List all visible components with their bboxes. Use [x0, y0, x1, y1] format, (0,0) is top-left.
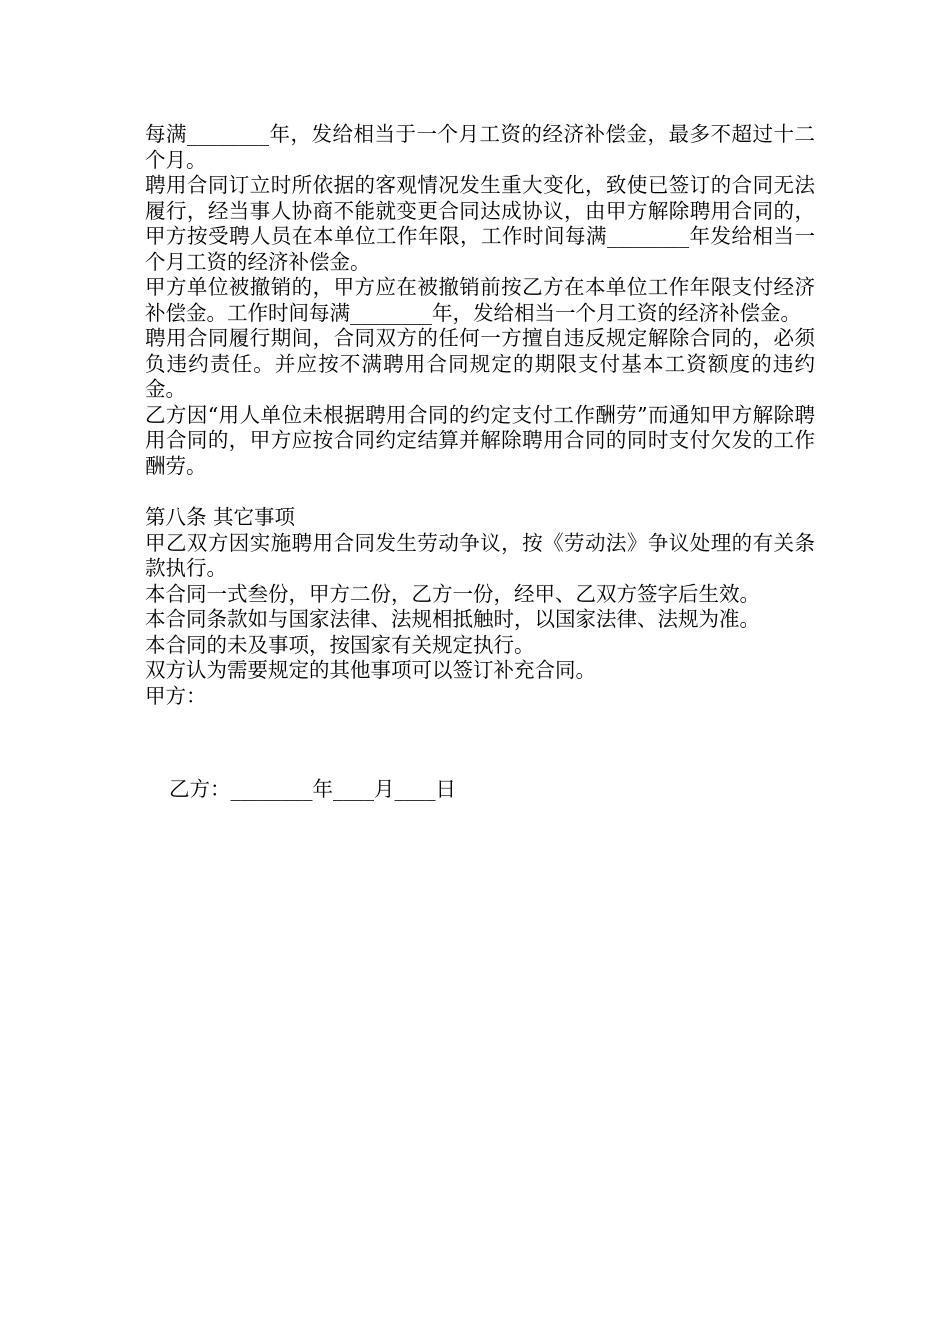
paragraph-unit-dissolved: 甲方单位被撤销的，甲方应在被撤销前按乙方在本单位工作年限支付经济补偿金。工作时间每满________年，发给相当一个月工资的经济补偿金。 — [145, 275, 815, 325]
party-b-signature-date: 乙方：________年____月____日 — [169, 777, 456, 801]
signature-spacer — [145, 709, 815, 777]
paragraph-unmentioned-matters: 本合同的未及事项，按国家有关规定执行。 — [145, 632, 535, 657]
paragraph-breach-liability: 聘用合同履行期间，合同双方的任何一方擅自违反规定解除合同的，必须负违约责任。并应按不满聘用合同规定的期限支付基本工资额度的违约金。 — [145, 326, 815, 401]
paragraph-unpaid-remuneration: 乙方因“用人单位未根据聘用合同的约定支付工作酬劳”而通知甲方解除聘用合同的，甲方应按合同约定结算并解除聘用合同的同时支付欠发的工作酬劳。 — [145, 402, 815, 478]
section-gap — [145, 479, 815, 505]
paragraph-objective-change: 聘用合同订立时所依据的客观情况发生重大变化，致使已签订的合同无法履行，经当事人协商不能就变更合同达成协议，由甲方解除聘用合同的，甲方按受聘人员在本单位工作年限，工作时间每满________年发给相当一个月工资的经济补偿金。 — [145, 173, 815, 274]
party-a-label: 甲方： — [145, 683, 207, 708]
document-page — [145, 122, 815, 803]
paragraph-law-precedence: 本合同条款如与国家法律、法规相抵触时，以国家法律、法规为准。 — [145, 607, 760, 631]
paragraph-supplementary: 双方认为需要规定的其他事项可以签订补充合同。 — [145, 658, 596, 682]
paragraph-labor-dispute: 甲乙双方因实施聘用合同发生劳动争议，按《劳动法》争议处理的有关条款执行。 — [145, 530, 815, 580]
article-8-title: 第八条 其它事项 — [145, 505, 296, 529]
paragraph-copies: 本合同一式叁份，甲方二份，乙方一份，经甲、乙双方签字后生效。 — [145, 581, 760, 606]
paragraph-compensation-cap: 每满________年，发给相当于一个月工资的经济补偿金，最多不超过十二个月。 — [145, 122, 815, 172]
